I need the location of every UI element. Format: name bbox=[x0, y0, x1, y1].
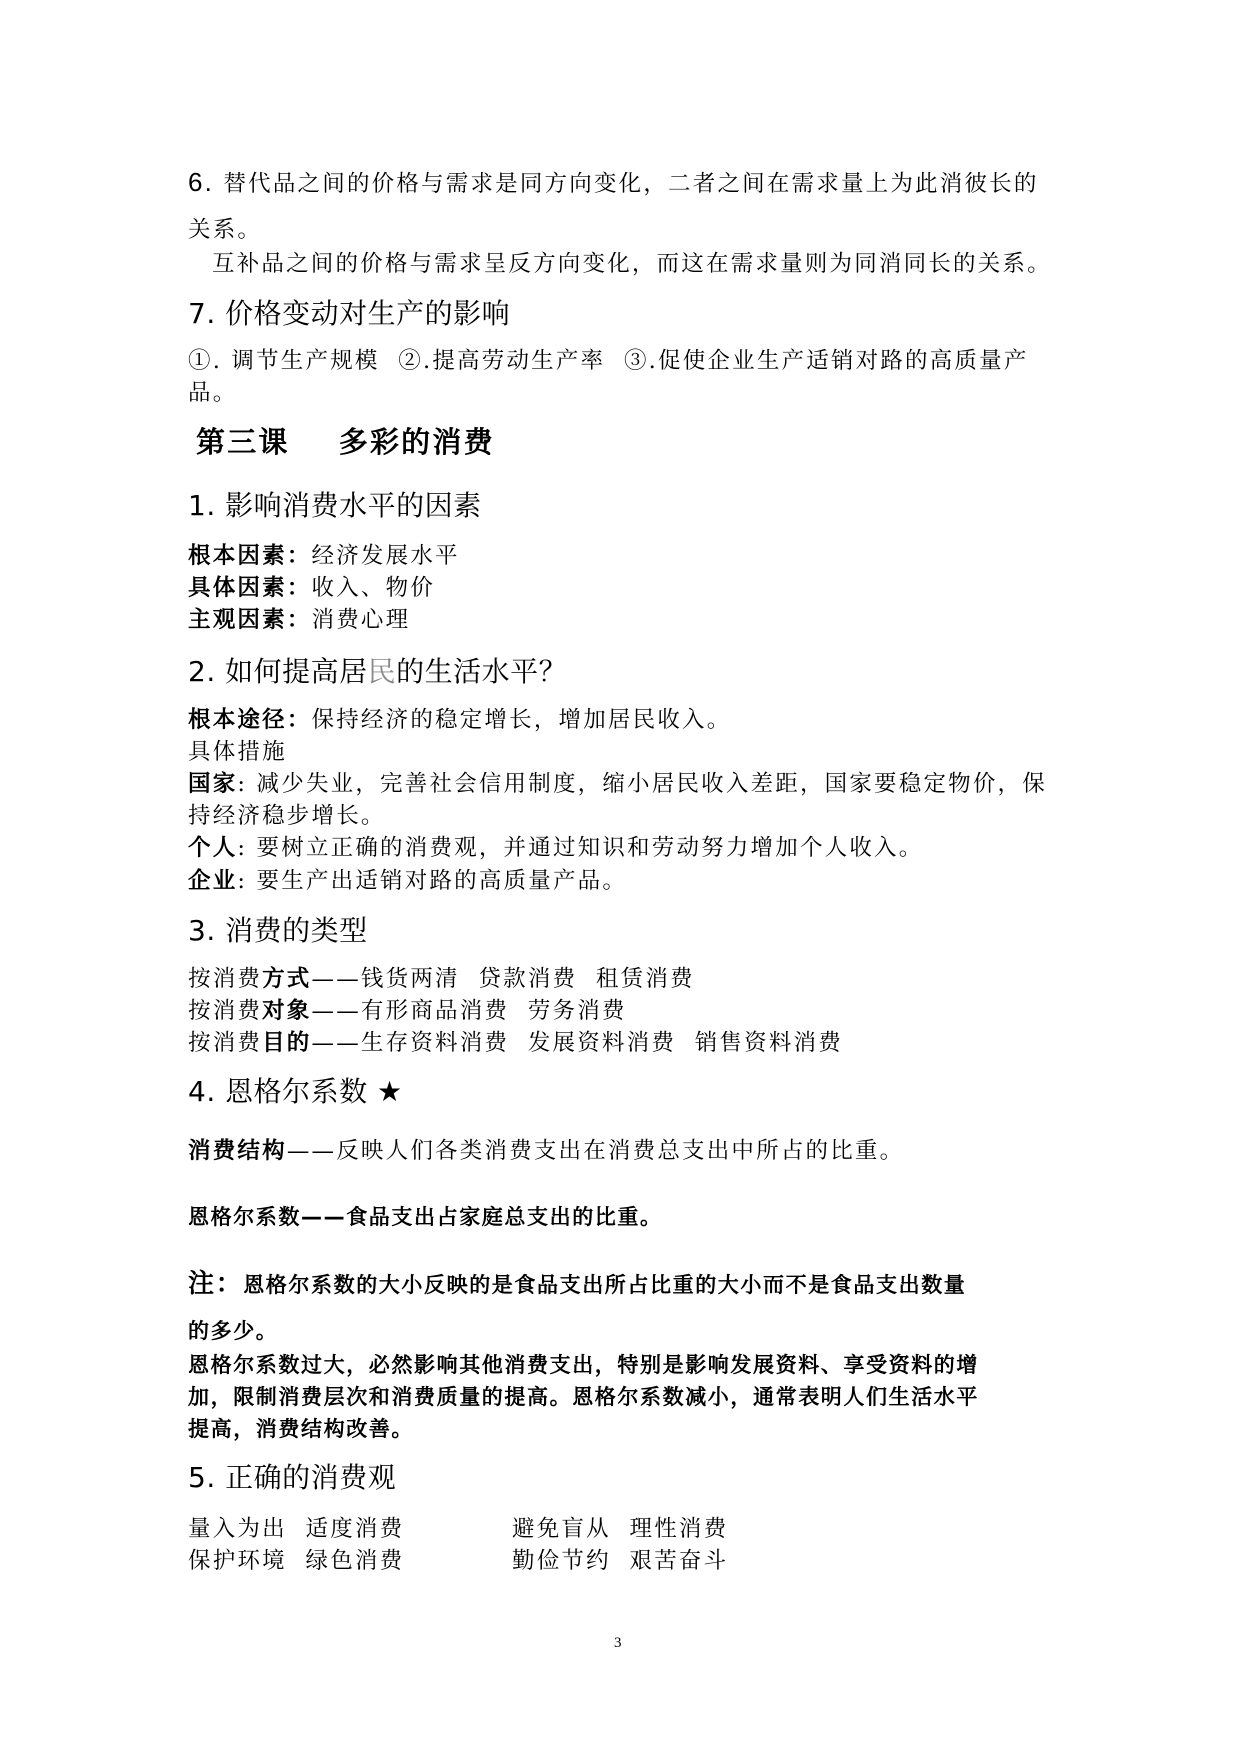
t5-row-2-right: 勤俭节约 艰苦奋斗 bbox=[512, 1548, 729, 1574]
t4-note-line-1: 注：恩格尔系数的大小反映的是食品支出所占比重的大小而不是食品支出数量 bbox=[188, 1269, 967, 1299]
t2-state-line-1: 国家: 减少失业，完善社会信用制度，缩小居民收入差距，国家要稳定物价，保 bbox=[188, 771, 1047, 797]
t1-item-label: 根本因素 bbox=[188, 543, 287, 569]
t3-row-1: 按消费对象——有形商品消费 劳务消费 bbox=[188, 998, 627, 1024]
s6-number: 6. bbox=[188, 167, 215, 197]
t4-structure-label: 消费结构 bbox=[188, 1138, 287, 1164]
t4-heading: 4. 恩格尔系数 ★ bbox=[188, 1075, 403, 1108]
t2-heading-gray-char: 民 bbox=[367, 655, 397, 688]
t1-item-label: 具体因素 bbox=[188, 575, 287, 601]
s6-line-1 bbox=[188, 167, 1039, 199]
t4-note-line-2: 的多少。 bbox=[188, 1319, 279, 1343]
s7-line-2: 品。 bbox=[188, 380, 238, 406]
t5-row-1-right: 避免盲从 理性消费 bbox=[512, 1516, 729, 1542]
t2-root-label: 根本途径 bbox=[188, 707, 287, 733]
t1-item-text: 收入、物价 bbox=[311, 575, 436, 601]
t5-row-2-left: 保护环境 绿色消费 bbox=[188, 1548, 405, 1574]
t3-heading: 3. 消费的类型 bbox=[188, 914, 368, 947]
s7-line-1: ①. 调节生产规模 ②.提高劳动生产率 ③.促使企业生产适销对路的高质量产 bbox=[188, 348, 1029, 374]
t3-row-0: 按消费方式——钱货两清 贷款消费 租赁消费 bbox=[188, 966, 695, 992]
t1-item-2: 主观因素：消费心理 bbox=[188, 607, 411, 633]
t1-heading: 1. 影响消费水平的因素 bbox=[188, 489, 482, 522]
t2-root: 根本途径：保持经济的稳定增长，增加居民收入。 bbox=[188, 707, 732, 733]
t2-measures: 具体措施 bbox=[188, 739, 287, 765]
t4-paragraph-line-2: 加，限制消费层次和消费质量的提高。恩格尔系数减小，通常表明人们生活水平 bbox=[188, 1385, 979, 1409]
t2-state-line-2: 持经济稳步增长。 bbox=[188, 803, 386, 829]
t2-company: 企业: 要生产出适销对路的高质量产品。 bbox=[188, 868, 628, 894]
t3-row-2: 按消费目的——生存资料消费 发展资料消费 销售资料消费 bbox=[188, 1030, 843, 1056]
t2-company-label: 企业 bbox=[188, 868, 238, 894]
t2-person-label: 个人 bbox=[188, 835, 238, 861]
s7-heading: 7. 价格变动对生产的影响 bbox=[188, 297, 511, 330]
lesson-title: 第三课 多彩的消费 bbox=[196, 425, 495, 459]
s6-line-3: 互补品之间的价格与需求呈反方向变化，而这在需求量则为同消同长的关系。 bbox=[212, 251, 1052, 277]
t1-item-label: 主观因素 bbox=[188, 607, 287, 633]
t4-paragraph-line-3: 提高，消费结构改善。 bbox=[188, 1417, 414, 1441]
t4-engel-definition: 恩格尔系数——食品支出占家庭总支出的比重。 bbox=[188, 1205, 663, 1229]
t1-item-text: 经济发展水平 bbox=[311, 543, 460, 569]
s6-text-1: 替代品之间的价格与需求是同方向变化，二者之间在需求量上为此消彼长的 bbox=[214, 171, 1039, 197]
t1-item-text: 消费心理 bbox=[311, 607, 411, 633]
t1-item-1: 具体因素：收入、物价 bbox=[188, 575, 436, 601]
t2-heading: 2. 如何提高居民的生活水平？ bbox=[188, 655, 568, 688]
t1-item-0: 根本因素：经济发展水平 bbox=[188, 543, 460, 569]
t2-person: 个人: 要树立正确的消费观，并通过知识和劳动努力增加个人收入。 bbox=[188, 835, 924, 861]
t4-paragraph-line-1: 恩格尔系数过大，必然影响其他消费支出，特别是影响发展资料、享受资料的增 bbox=[188, 1353, 979, 1377]
t2-root-text: 保持经济的稳定增长，增加居民收入。 bbox=[311, 707, 732, 733]
t5-heading: 5. 正确的消费观 bbox=[188, 1461, 397, 1494]
s6-line-2: 关系。 bbox=[188, 217, 263, 243]
t5-row-1-left: 量入为出 适度消费 bbox=[188, 1516, 405, 1542]
t4-structure: 消费结构——反映人们各类消费支出在消费总支出中所占的比重。 bbox=[188, 1138, 905, 1164]
t2-state-label: 国家 bbox=[188, 771, 238, 797]
t4-note-label: 注： bbox=[188, 1269, 244, 1299]
page-number: 3 bbox=[614, 1635, 622, 1651]
